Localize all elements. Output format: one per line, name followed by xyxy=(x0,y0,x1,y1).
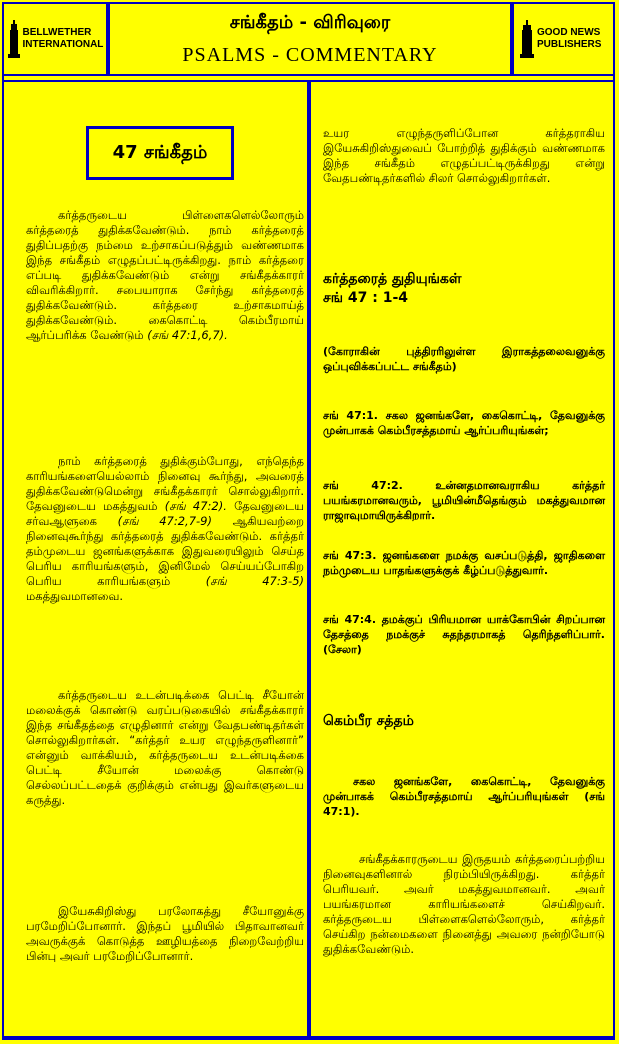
left-paragraph-2-text-a: நாம் கர்த்தரைத் துதிக்கும்போது, எந்தெந்த காரியங்களையெல்லாம் நினைவு கூர்ந்து, அவரைத் துதிக்கவேண்டுமென்று சங்கீதக்காரர் சொல்லுகிறார். தேவனுடைய மகத்துவம் xyxy=(26,454,304,513)
section-heading-praise xyxy=(323,270,605,308)
right-paragraph-2: சங்கீதக்காரருடைய இருதயம் கர்த்தரைப்பற்றிய நினைவுகளினால் நிரம்பியிருக்கிறது. கர்த்தர் பெரியவர். அவர் மகத்துவமானவர். அவர் பயங்கரமான காரியங்களைச் செய்கிறவர். கர்த்தருடைய பிள்ளைகளெல்லோரும், கர்த்தர் செய்கிற நன்மைகளை நினைத்து அவரை நன்றியோடு துதிக்கவேண்டும். xyxy=(323,852,605,956)
left-paragraph-2-ref-1: (சங் 47:2). xyxy=(164,499,227,513)
verse-4: சங் 47:4. தமக்குப் பிரியமான யாக்கோபின் சிறப்பான தேசத்தை நமக்குச் சுதந்தரமாகத் தெரிந்தளிப்பார். (சேலா) xyxy=(323,613,605,656)
bellwether-logo-box xyxy=(2,2,108,76)
right-column xyxy=(309,80,615,1038)
good-news-logo-text: GOOD NEWS PUBLISHERS xyxy=(537,27,602,50)
left-paragraph-2-text-c: ஆகியவற்றை நினைவுகூர்ந்து கர்த்தரைத் துதிக்கவேண்டும். கர்த்தர் தம்முடைய ஜனங்களுக்காக இதுவரையிலும் செய்த பெரிய காரியங்களும், இனிமேல் செய்யப்போகிற பெரிய காரியங்களும் xyxy=(26,514,305,588)
section-heading-joyful-sound: கெம்பீர சத்தம் xyxy=(323,713,414,729)
verse-1: சங் 47:1. சகல ஜனங்களே, கைகொட்டி, தேவனுக்கு முன்பாகக் கெம்பீரசத்தமாய் ஆர்ப்பரியுங்கள்; xyxy=(323,409,605,437)
verse-2: சங் 47:2. உன்னதமானவராகிய கர்த்தர் பயங்கரமானவரும், பூமியின்மீதெங்கும் மகத்துவமான ராஜாவுமாயிருக்கிறார். xyxy=(323,479,605,522)
right-paragraph-1: உயர எழுந்தருளிப்போன கர்த்தராகிய இயேசுகிறிஸ்துவைப் போற்றித் துதிக்கும் வண்ணமாக இந்த சங்கீதம் எழுதப்பட்டிருக்கிறது என்று வேதபண்டிதர்களில் சிலர் சொல்லுகிறார்கள். xyxy=(323,126,605,185)
verse-3: சங் 47:3. ஜனங்களை நமக்கு வசப்படுத்தி, ஜாதிகளை நம்முடைய பாதங்களுக்குக் கீழ்ப்படுத்துவார். xyxy=(323,549,605,577)
psalm-title: 47 சங்கீதம் xyxy=(86,126,234,180)
good-news-logo-icon xyxy=(520,20,534,58)
left-paragraph-2-text-b: தேவனுடைய சர்வஆளுகை xyxy=(26,499,305,528)
title-box xyxy=(108,2,512,76)
left-paragraph-1 xyxy=(26,208,304,343)
section-heading-praise-ref: சங் 47 : 1-4 xyxy=(323,290,409,306)
superscription: (கோராகின் புத்திரரிலுள்ள இராகத்தலைவனுக்கு ஒப்புவிக்கப்பட்ட சங்கீதம்) xyxy=(323,345,605,373)
bellwether-logo-icon xyxy=(8,20,20,58)
left-paragraph-2-text-d: மகத்துவமானவை. xyxy=(26,589,124,603)
key-verse-quote: சகல ஜனங்களே, கைகொட்டி, தேவனுக்கு முன்பாகக் கெம்பீரசத்தமாய் ஆர்ப்பரியுங்கள் (சங் 47:1). xyxy=(323,775,605,818)
left-column xyxy=(2,80,309,1038)
left-paragraph-3: கர்த்தருடைய உடன்படிக்கை பெட்டி சீயோன் மலைக்குக் கொண்டு வரப்படுகையில் சங்கீதக்காரர் இந்த சங்கீதத்தை எழுதினார் என்று வேதபண்டிதர்கள் சொல்லுகிறார்கள். “கர்த்தர் உயர எழுந்தருளினார்” என்னும் வாக்கியம், கர்த்தருடைய உடன்படிக்கை பெட்டி சீயோன் மலைக்கு கொண்டு செல்லப்பட்டதைக் குறிக்கும் என்பது இவர்களுடைய கருத்து. xyxy=(26,688,304,807)
left-paragraph-2-ref-2: (சங் 47:2,7-9) xyxy=(117,514,212,528)
good-news-logo-box xyxy=(512,2,615,76)
left-paragraph-2-ref-3: (சங் 47:3-5) xyxy=(205,574,304,588)
left-paragraph-2 xyxy=(26,454,304,604)
section-heading-praise-title: கர்த்தரைத் துதியுங்கள் xyxy=(323,271,462,287)
bellwether-logo-text: BELLWETHER INTERNATIONAL xyxy=(22,27,104,50)
left-paragraph-1-text: கர்த்தருடைய பிள்ளைகளெல்லோரும் கர்த்தரைத் துதிக்கவேண்டும். நாம் கர்த்தரைத் துதிப்பதற்கு நம்மை உற்சாகப்படுத்தும் வண்ணமாக இந்த சங்கீதம் எழுதப்பட்டிருக்கிறது. நாம் கர்த்தரை எப்படி துதிக்கவேண்டும் என்று சங்கீதக்காரர் விவரிக்கிறார். சபையாராக சேர்ந்து கர்த்தரைத் துதிக்கவேண்டும். கர்த்தரை உற்சாகமாய்த் துதிக்கவேண்டும். கைகொட்டி கெம்பீரமாய் ஆர்ப்பரிக்க வேண்டும் xyxy=(26,208,304,342)
title-tamil: சங்கீதம் - விரிவுரை xyxy=(229,12,391,33)
title-english: PSALMS - COMMENTARY xyxy=(182,44,438,66)
left-paragraph-1-ref: (சங் 47:1,6,7). xyxy=(147,328,228,342)
left-paragraph-4: இயேசுகிறிஸ்து பரலோகத்து சீயோனுக்கு பரமேறிப்போனார். இந்தப் பூமியில் பிதாவானவர் அவருக்குக் கொடுத்த ஊழியத்தை நிறைவேற்றிய பின்பு அவர் பரமேறிப்போனார். xyxy=(26,904,304,963)
